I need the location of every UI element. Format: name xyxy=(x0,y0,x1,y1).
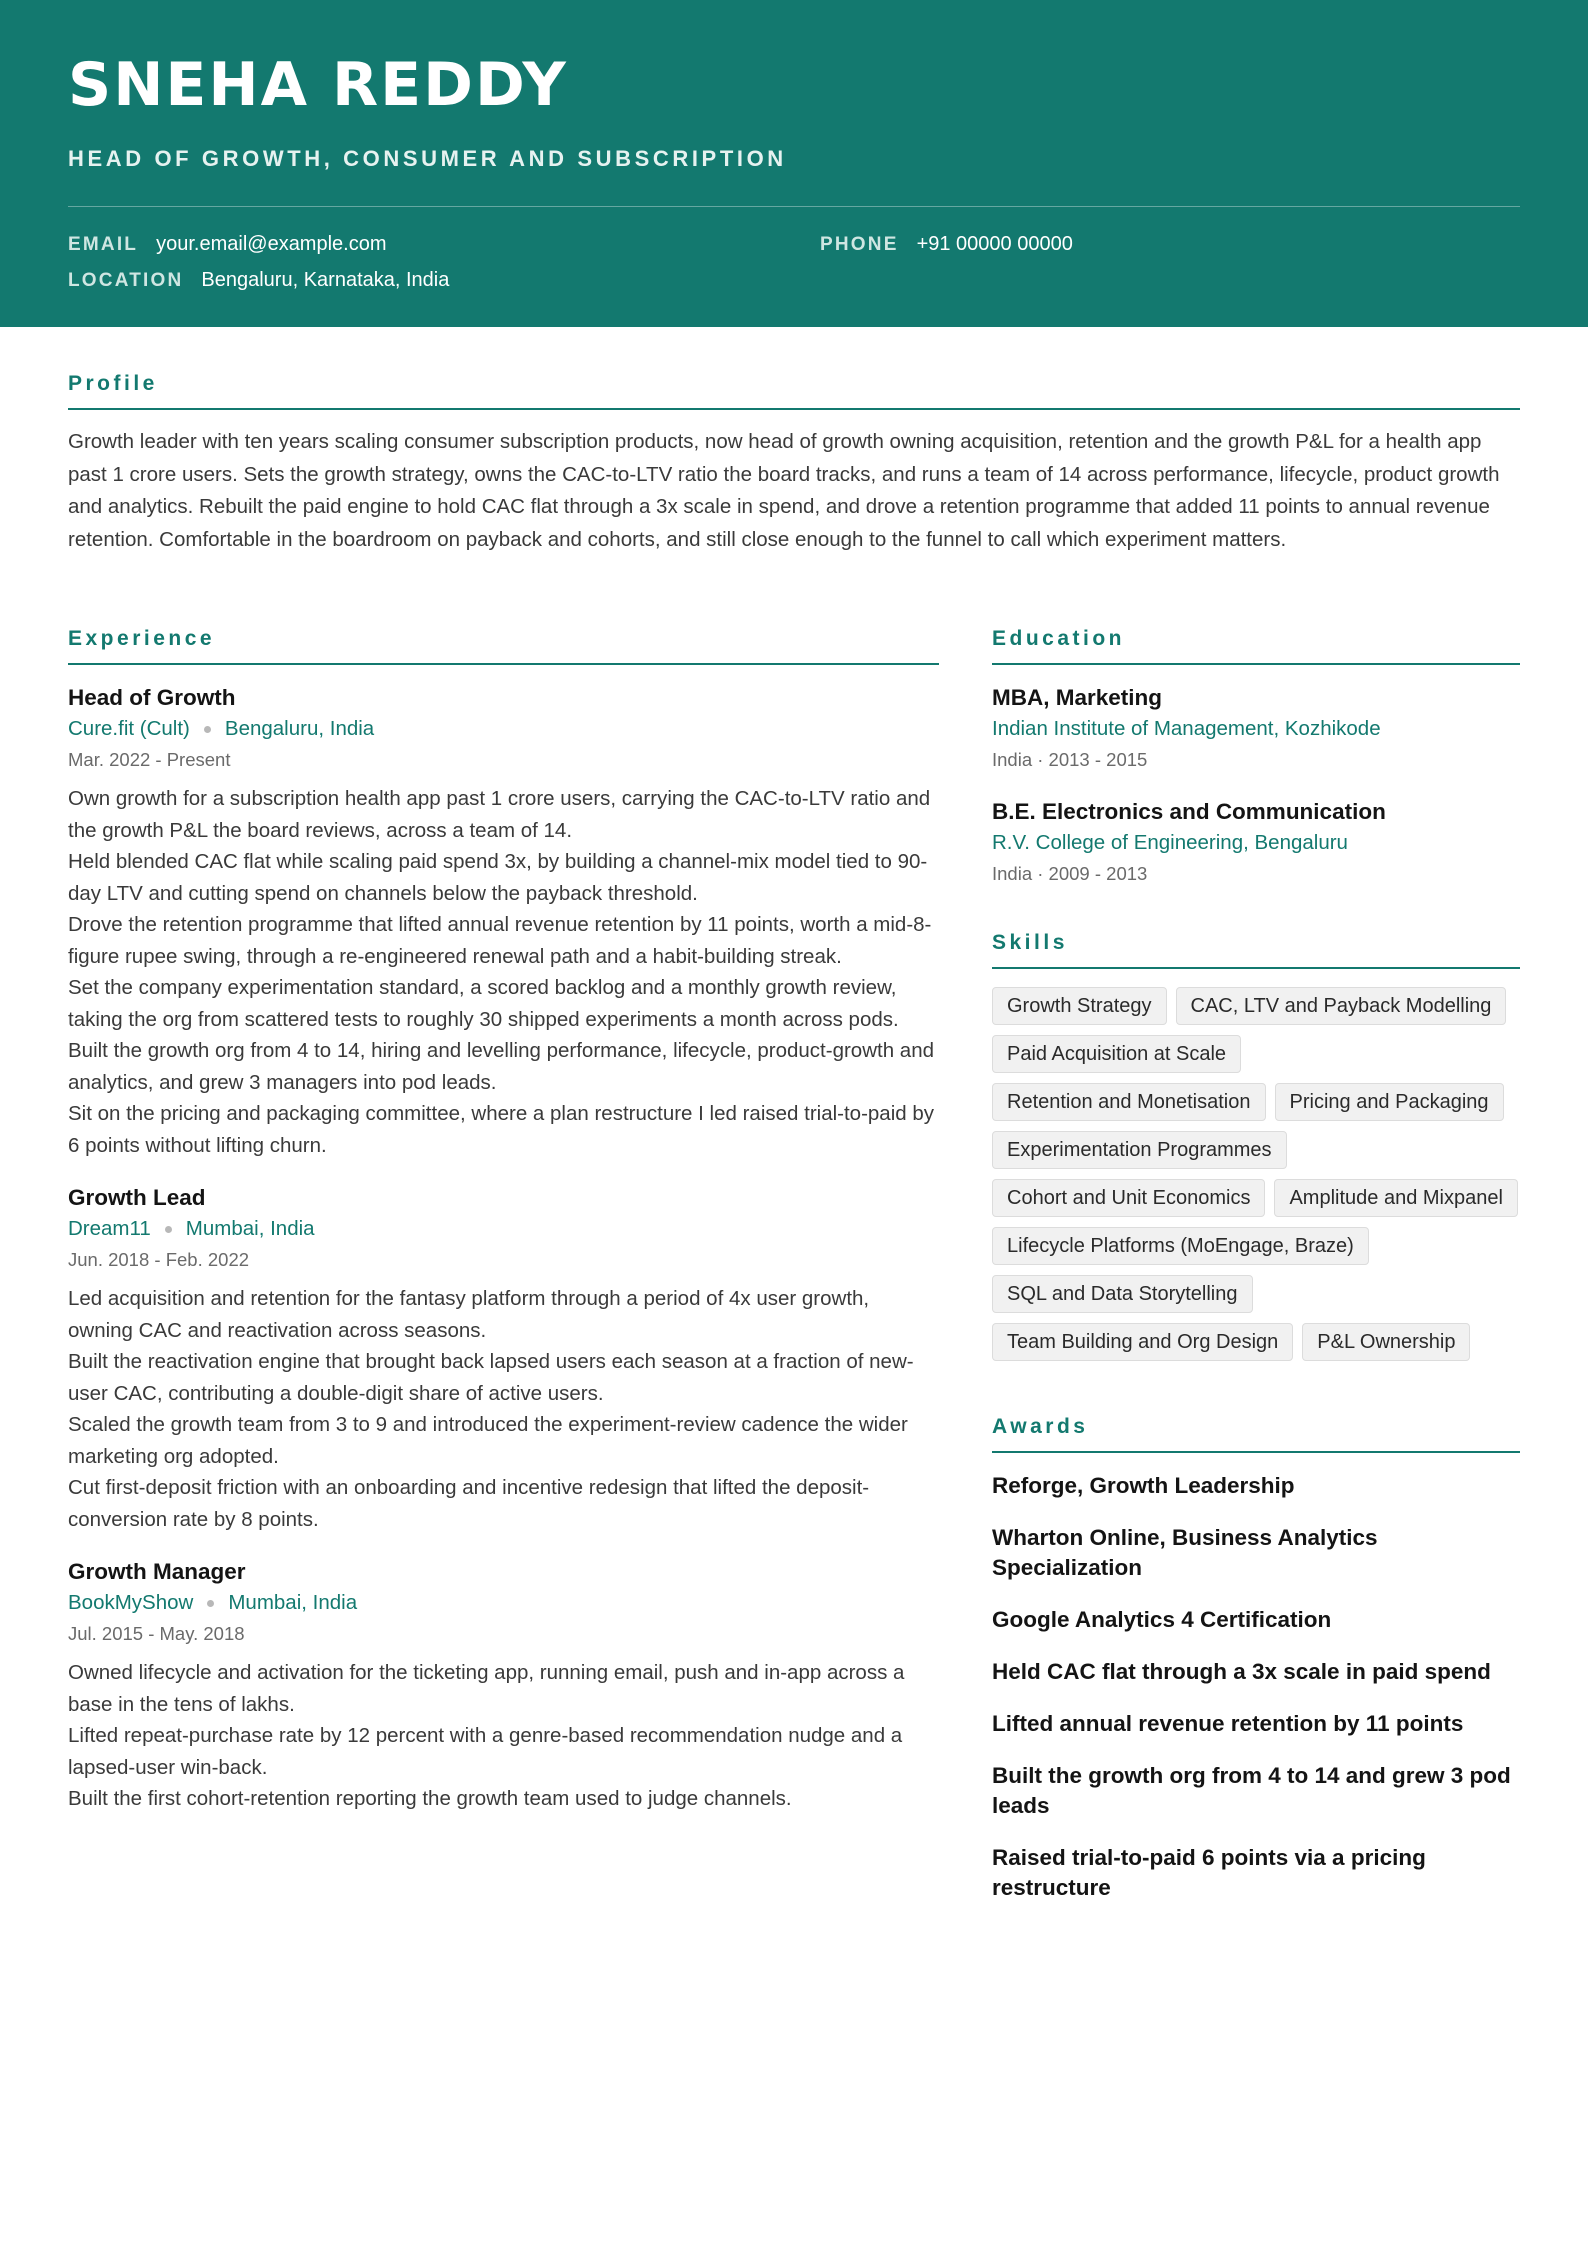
job-bullets xyxy=(68,1657,939,1815)
award-item: Built the growth org from 4 to 14 and grew 3 pod leads xyxy=(992,1763,1511,1818)
section-title-awards: Awards xyxy=(992,1415,1520,1453)
candidate-headline: HEAD OF GROWTH, CONSUMER AND SUBSCRIPTION xyxy=(68,146,787,171)
experience-section xyxy=(68,627,939,1815)
education-school: Indian Institute of Management, Kozhikode xyxy=(992,717,1381,740)
location-value: Bengaluru, Karnataka, India xyxy=(201,269,450,291)
job-bullet: Built the growth org from 4 to 14, hiring and levelling performance, lifecycle, product-growth and analytics, and grew 3 managers into pod leads. xyxy=(68,1039,935,1094)
award-item: Lifted annual revenue retention by 11 points xyxy=(992,1711,1464,1736)
contact-phone xyxy=(820,233,1073,256)
location-label: LOCATION xyxy=(68,270,184,291)
skill-chip: Retention and Monetisation xyxy=(992,1083,1266,1121)
education-degree: B.E. Electronics and Communication xyxy=(992,799,1386,824)
section-title-education: Education xyxy=(992,627,1520,665)
job-bullet: Sit on the pricing and packaging committee, where a plan restructure I led raised trial-to-paid by 6 points without lifting churn. xyxy=(68,1102,935,1157)
award-item: Google Analytics 4 Certification xyxy=(992,1607,1332,1632)
job-bullet: Led acquisition and retention for the fantasy platform through a period of 4x user growth, owning CAC and reactivation across seasons. xyxy=(68,1287,870,1342)
section-title-skills: Skills xyxy=(992,931,1520,969)
job-bullet: Cut first-deposit friction with an onboarding and incentive redesign that lifted the deposit-conversion rate by 8 points. xyxy=(68,1476,870,1531)
separator-dot xyxy=(204,726,211,733)
skill-chip: P&L Ownership xyxy=(1302,1323,1470,1361)
contact-email xyxy=(68,233,387,256)
job-title: Head of Growth xyxy=(68,685,236,710)
sidebar-column xyxy=(992,627,1520,1903)
skill-chip: Growth Strategy xyxy=(992,987,1167,1025)
email-label: EMAIL xyxy=(68,234,139,255)
phone-label: PHONE xyxy=(820,234,899,255)
job-entry xyxy=(68,1183,939,1535)
email-value[interactable]: your.email@example.com xyxy=(156,233,387,255)
skill-chip: Lifecycle Platforms (MoEngage, Braze) xyxy=(992,1227,1369,1265)
contact-block xyxy=(68,233,1520,313)
job-bullet: Held blended CAC flat while scaling paid spend 3x, by building a channel-mix model tied to 90-day LTV and cutting spend on channels below the payback threshold. xyxy=(68,850,928,905)
job-meta xyxy=(68,713,939,745)
resume-header xyxy=(0,0,1588,327)
awards-section xyxy=(992,1415,1520,1903)
skills-list xyxy=(992,987,1520,1361)
skill-chip: Cohort and Unit Economics xyxy=(992,1179,1265,1217)
job-bullet: Set the company experimentation standard, a scored backlog and a monthly growth review, taking the org from scattered tests to roughly 30 shipped experiments a month across pods. xyxy=(68,976,899,1031)
header-divider xyxy=(68,206,1520,207)
skill-chip: SQL and Data Storytelling xyxy=(992,1275,1253,1313)
education-degree: MBA, Marketing xyxy=(992,685,1163,710)
job-bullets xyxy=(68,783,939,1161)
job-bullet: Own growth for a subscription health app past 1 crore users, carrying the CAC-to-LTV ratio and the growth P&L the board reviews, across a team of 14. xyxy=(68,787,931,842)
job-company: Dream11 xyxy=(68,1217,151,1240)
job-location: Mumbai, India xyxy=(228,1591,358,1614)
job-bullet: Owned lifecycle and activation for the ticketing app, running email, push and in-app across a base in the tens of lakhs. xyxy=(68,1661,905,1716)
education-section xyxy=(992,627,1520,889)
job-bullets xyxy=(68,1283,939,1535)
job-meta xyxy=(68,1587,939,1619)
job-bullet: Lifted repeat-purchase rate by 12 percent with a genre-based recommendation nudge and a lapsed-user win-back. xyxy=(68,1724,903,1779)
job-dates: Jul. 2015 - May. 2018 xyxy=(68,1623,245,1644)
skill-chip: Paid Acquisition at Scale xyxy=(992,1035,1241,1073)
education-meta: India · 2009 - 2013 xyxy=(992,863,1148,884)
education-entry xyxy=(992,683,1520,775)
job-bullet: Built the first cohort-retention reporting the growth team used to judge channels. xyxy=(68,1787,792,1810)
job-company: Cure.fit (Cult) xyxy=(68,717,190,740)
skill-chip: Team Building and Org Design xyxy=(992,1323,1293,1361)
candidate-name: SNEHA REDDY xyxy=(68,50,568,120)
section-title-profile: Profile xyxy=(68,372,1520,410)
award-item: Raised trial-to-paid 6 points via a pricing restructure xyxy=(992,1845,1426,1900)
section-title-experience: Experience xyxy=(68,627,939,665)
contact-location xyxy=(68,269,449,292)
separator-dot xyxy=(165,1226,172,1233)
job-entry xyxy=(68,683,939,1161)
job-location: Bengaluru, India xyxy=(224,717,375,740)
job-bullet: Scaled the growth team from 3 to 9 and introduced the experiment-review cadence the wider marketing org adopted. xyxy=(68,1413,908,1468)
job-bullet: Drove the retention programme that lifted annual revenue retention by 11 points, worth a mid-8-figure rupee swing, through a re-engineered renewal path and a habit-building streak. xyxy=(68,913,932,968)
skill-chip: CAC, LTV and Payback Modelling xyxy=(1176,987,1507,1025)
award-item: Reforge, Growth Leadership xyxy=(992,1473,1295,1498)
award-item: Wharton Online, Business Analytics Specialization xyxy=(992,1525,1378,1580)
award-item: Held CAC flat through a 3x scale in paid spend xyxy=(992,1659,1491,1684)
job-bullet: Built the reactivation engine that brought back lapsed users each season at a fraction of new-user CAC, contributing a double-digit share of active users. xyxy=(68,1350,914,1405)
profile-section xyxy=(68,372,1520,556)
job-dates: Mar. 2022 - Present xyxy=(68,749,231,770)
profile-summary: Growth leader with ten years scaling consumer subscription products, now head of growth owning acquisition, retention and the growth P&L for a health app past 1 crore users. Sets the growth strategy, owns the CAC-to-LTV ratio the board tracks, and runs a team of 14 across performance, lifecycle, product growth and analytics. Rebuilt the paid engine to hold CAC flat through a 3x scale in spend, and drove a retention programme that added 11 points to annual revenue retention. Comfortable in the boardroom on payback and cohorts, and still close enough to the funnel to call which experiment matters. xyxy=(68,430,1500,551)
skill-chip: Experimentation Programmes xyxy=(992,1131,1287,1169)
education-entry xyxy=(992,797,1520,889)
education-meta: India · 2013 - 2015 xyxy=(992,749,1148,770)
job-title: Growth Manager xyxy=(68,1559,246,1584)
skills-section xyxy=(992,931,1520,1361)
job-location: Mumbai, India xyxy=(185,1217,315,1240)
skill-chip: Pricing and Packaging xyxy=(1275,1083,1504,1121)
job-title: Growth Lead xyxy=(68,1185,206,1210)
job-dates: Jun. 2018 - Feb. 2022 xyxy=(68,1249,250,1270)
job-entry xyxy=(68,1557,939,1815)
job-company: BookMyShow xyxy=(68,1591,194,1614)
education-school: R.V. College of Engineering, Bengaluru xyxy=(992,831,1348,854)
job-meta xyxy=(68,1213,939,1245)
separator-dot xyxy=(207,1600,214,1607)
phone-value[interactable]: +91 00000 00000 xyxy=(916,233,1073,255)
skill-chip: Amplitude and Mixpanel xyxy=(1274,1179,1517,1217)
